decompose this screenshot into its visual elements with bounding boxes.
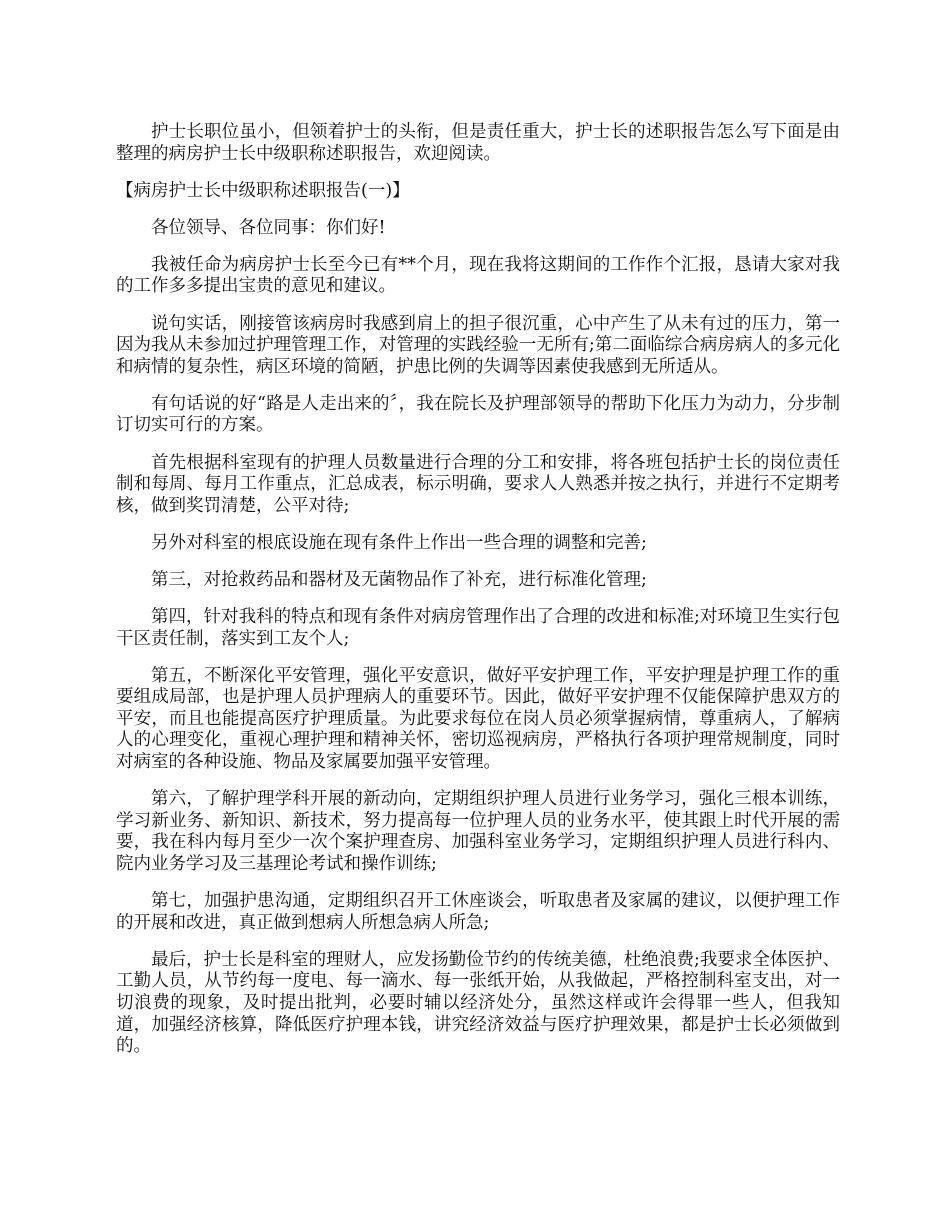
paragraph-second-measure: 另外对科室的根底设施在现有条件上作出一些合理的调整和完善;: [151, 532, 647, 553]
document-body: [116, 122, 840, 1073]
paragraph-seventh-measure: 第七，加强护患沟通，定期组织召开工休座谈会，听取患者及家属的建议，以便护理工作的开展和改进，真正做到想病人所想急病人所急;: [116, 891, 840, 933]
paragraph-plan: 有句话说的好“路是人走出来的〞，我在院长及护理部领导的帮助下化压力为动力，分步制订切实可行的方案。: [116, 393, 840, 436]
paragraph-sixth-measure: 第六，了解护理学科开展的新动向，定期组织护理人员进行业务学习，强化三根本训练，学习新业务、新知识、新技术，努力提高每一位护理人员的业务水平，使其跟上时代开展的需要，我在科内每月至少一次个案护理查房、加强科室业务学习，定期组织护理人员进行科内、院内业务学习及三基理论考试和操作训练;: [116, 789, 840, 874]
paragraph-final-measure: 最后，护士长是科室的理财人，应发扬勤俭节约的传统美德，杜绝浪费;我要求全体医护、工勤人员，从节约每一度电、每一滴水、每一张纸开始，从我做起，严格控制科室支出，对一切浪费的现象，及时提出批判，必要时辅以经济处分，虽然这样或许会得罪一些人，但我知道，加强经济核算，降低医疗护理本钱，讲究经济效益与医疗护理效果，都是护士长必须做到的。: [116, 949, 840, 1057]
paragraph-first-measure: 首先根据科室现有的护理人员数量进行合理的分工和安排，将各班包括护士长的岗位责任制和每周、每月工作重点，汇总成表，标示明确，要求人人熟悉并按之执行，并进行不定期考核，做到奖罚清楚，公平对待;: [116, 452, 840, 516]
paragraph-greeting: 各位领导、各位同事：你们好!: [151, 217, 386, 238]
paragraph-fifth-measure: 第五，不断深化平安管理，强化平安意识，做好平安护理工作，平安护理是护理工作的重要组成局部，也是护理人员护理病人的重要环节。因此，做好平安护理不仅能保障护患双方的平安，而且也能提高医疗护理质量。为此要求每位在岗人员必须掌握病情，尊重病人，了解病人的心理变化，重视心理护理和精神关怀，密切巡视病房，严格执行各项护理常规制度，同时对病室的各种设施、物品及家属要加强平安管理。: [116, 665, 840, 773]
paragraph-fourth-measure: 第四，针对我科的特点和现有条件对病房管理作出了合理的改进和标准;对环境卫生实行包干区责任制，落实到工友个人;: [116, 607, 840, 649]
paragraph-report-intro: 我被任命为病房护士长至今已有**个月，现在我将这期间的工作作个汇报，恳请大家对我的工作多多提出宝贵的意见和建议。: [116, 254, 840, 297]
section-title: 【病房护士长中级职称述职报告(一)】: [116, 180, 410, 201]
paragraph-initial-pressure: 说句实话，刚接管该病房时我感到肩上的担子很沉重，心中产生了从未有过的压力，第一因为我从未参加过护理管理工作，对管理的实践经验一无所有;第二面临综合病房病人的多元化和病情的复杂性，病区环境的简陋，护患比例的失调等因素使我感到无所适从。: [116, 313, 840, 377]
intro-paragraph: 护士长职位虽小，但领着护士的头衔，但是责任重大，护士长的述职报告怎么写下面是由整理的病房护士长中级职称述职报告，欢迎阅读。: [116, 122, 840, 164]
paragraph-third-measure: 第三，对抢救药品和器材及无菌物品作了补充，进行标准化管理;: [151, 569, 647, 590]
